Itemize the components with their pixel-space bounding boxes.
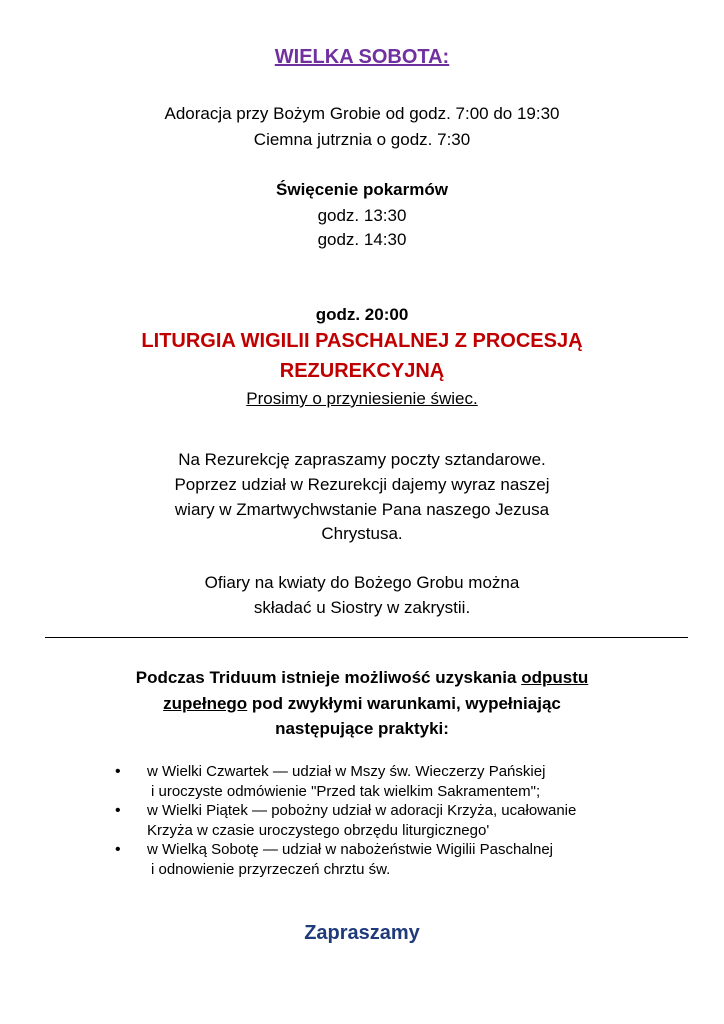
indulgence-line-1 — [0, 668, 724, 688]
list-item — [115, 762, 615, 801]
page-title: WIELKA SOBOTA: — [274, 46, 450, 68]
bullet-icon: • — [115, 802, 121, 819]
practice-text: i odnowienie przyrzeczeń chrztu św. — [151, 860, 391, 878]
list-item — [115, 801, 615, 840]
indulgence-emphasis: zupełnego — [163, 694, 248, 713]
divider — [45, 637, 688, 638]
indulgence-line-2 — [0, 694, 724, 714]
indulgence-emphasis: odpustu — [521, 668, 589, 687]
flowers-line: Ofiary na kwiaty do Bożego Grobu można — [204, 573, 520, 592]
vigil-title-line2: REZUREKCYJNĄ — [279, 360, 445, 382]
adoration-hours: Adoracja przy Bożym Grobie od godz. 7:00 do 19:30 — [164, 104, 560, 123]
indulgence-text: pod zwykłymi warunkami, wypełniając — [247, 694, 561, 713]
closing-text: Zapraszamy — [304, 922, 420, 944]
practice-text: i uroczyste odmówienie "Przed tak wielkim Sakramentem"; — [151, 782, 541, 800]
banners-line: wiary w Zmartwychwstanie Pana naszego Jezusa — [174, 500, 550, 519]
indulgence-text: Podczas Triduum istnieje możliwość uzyskania — [135, 668, 522, 687]
candles-note: Prosimy o przyniesienie świec. — [246, 389, 478, 408]
vigil-time: godz. 20:00 — [315, 305, 409, 324]
bullet-icon: • — [115, 841, 121, 858]
practice-text: w Wielki Piątek — pobożny udział w adoracji Krzyża, ucałowanie — [147, 802, 577, 819]
indulgence-line-3: następujące praktyki: — [275, 719, 449, 738]
practice-text: w Wielki Czwartek — udział w Mszy św. Wieczerzy Pańskiej — [147, 763, 546, 780]
blessing-time-1: godz. 13:30 — [317, 206, 407, 225]
banners-line: Poprzez udział w Rezurekcji dajemy wyraz naszej — [174, 475, 550, 494]
list-item — [115, 840, 615, 879]
blessing-heading: Święcenie pokarmów — [276, 180, 448, 199]
blessing-time-2: godz. 14:30 — [317, 230, 407, 249]
flowers-line: składać u Siostry w zakrystii. — [253, 598, 471, 617]
matins-time: Ciemna jutrznia o godz. 7:30 — [253, 130, 471, 149]
practice-text: Krzyża w czasie uroczystego obrzędu liturgicznego' — [147, 821, 490, 839]
banners-line: Chrystusa. — [321, 524, 403, 543]
bullet-icon: • — [115, 763, 121, 780]
vigil-title-line1: LITURGIA WIGILII PASCHALNEJ Z PROCESJĄ — [141, 330, 583, 352]
practices-list — [115, 762, 615, 879]
practice-text: w Wielką Sobotę — udział w nabożeństwie Wigilii Paschalnej — [147, 841, 554, 858]
banners-line: Na Rezurekcję zapraszamy poczty sztandarowe. — [178, 450, 546, 469]
